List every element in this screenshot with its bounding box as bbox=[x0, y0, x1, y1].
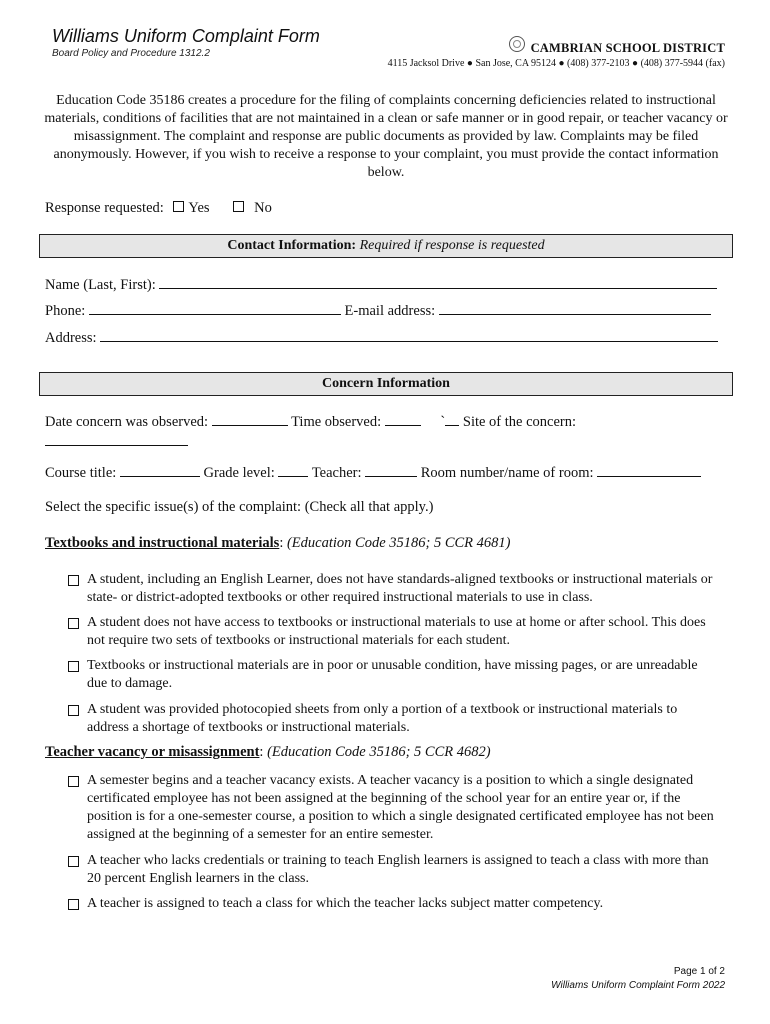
teacher-code: (Education Code 35186; 5 CCR 4682) bbox=[267, 744, 491, 760]
teacher-item-3-checkbox[interactable] bbox=[68, 899, 79, 910]
teacher-section-heading bbox=[45, 744, 491, 761]
textbooks-item-2-text: A student does not have access to textbooks or instructional materials to use at home or after school. This does not require two sets of textbooks or instructional materials for each student. bbox=[87, 615, 706, 648]
grade-field[interactable] bbox=[278, 464, 308, 477]
time-label: Time observed: bbox=[291, 414, 382, 430]
site-field[interactable] bbox=[45, 433, 188, 446]
phone-field[interactable] bbox=[89, 302, 341, 315]
page-number: Page 1 of 2 bbox=[673, 966, 725, 977]
textbooks-item-2 bbox=[68, 614, 718, 650]
email-field[interactable] bbox=[439, 302, 711, 315]
textbooks-item-3-checkbox[interactable] bbox=[68, 661, 79, 672]
textbooks-colon: : bbox=[279, 535, 284, 551]
district-seal-icon bbox=[509, 36, 525, 52]
textbooks-code: (Education Code 35186; 5 CCR 4681) bbox=[286, 535, 511, 551]
textbooks-item-4-text: A student was provided photocopied sheets from only a portion of a textbook or instructional materials to address a shortage of textbooks or instructional materials. bbox=[87, 702, 678, 735]
response-requested-row bbox=[45, 200, 272, 217]
textbooks-item-2-checkbox[interactable] bbox=[68, 618, 79, 629]
response-no-label: No bbox=[254, 200, 272, 216]
course-label: Course title: bbox=[45, 465, 117, 481]
textbooks-item-1-checkbox[interactable] bbox=[68, 575, 79, 586]
response-requested-label: Response requested: bbox=[45, 200, 164, 216]
textbooks-item-3-text: Textbooks or instructional materials are in poor or unusable condition, have missing pages, or are unreadable due to damage. bbox=[87, 658, 698, 691]
teacher-colon: : bbox=[259, 744, 264, 760]
address-field[interactable] bbox=[100, 329, 718, 342]
phone-email-row bbox=[45, 302, 711, 320]
footer-form-name: Williams Uniform Complaint Form 2022 bbox=[551, 980, 725, 991]
stray-tick-mark: ` bbox=[440, 414, 446, 430]
textbooks-item-1 bbox=[68, 571, 718, 607]
name-field[interactable] bbox=[159, 276, 717, 289]
teacher-heading: Teacher vacancy or misassignment bbox=[45, 744, 260, 760]
address-row bbox=[45, 329, 718, 347]
teacher-label: Teacher: bbox=[311, 465, 362, 481]
teacher-item-3-text: A teacher is assigned to teach a class for which the teacher lacks subject matter competency. bbox=[87, 896, 604, 911]
course-row bbox=[45, 464, 701, 482]
response-yes-checkbox[interactable] bbox=[173, 201, 184, 212]
teacher-item-2 bbox=[68, 852, 718, 888]
form-title: Williams Uniform Complaint Form bbox=[52, 26, 320, 46]
contact-information-header bbox=[39, 234, 733, 258]
teacher-item-2-text: A teacher who lacks credentials or training to teach English learners is assigned to teach a class with more than 20 percent English learners in the class. bbox=[87, 853, 709, 886]
response-no-checkbox[interactable] bbox=[233, 201, 244, 212]
district-name: CAMBRIAN SCHOOL DISTRICT bbox=[530, 40, 725, 55]
textbooks-heading: Textbooks and instructional materials bbox=[45, 535, 280, 551]
grade-label: Grade level: bbox=[203, 465, 275, 481]
district-address: 4115 Jacksol Drive ● San Jose, CA 95124 ● (408) 377-2103 ● (408) 377-5944 (fax) bbox=[387, 58, 725, 69]
textbooks-section-heading bbox=[45, 535, 511, 552]
textbooks-item-4 bbox=[68, 701, 718, 737]
course-field[interactable] bbox=[120, 464, 200, 477]
district-header bbox=[509, 40, 725, 56]
phone-label: Phone: bbox=[45, 303, 86, 319]
room-field[interactable] bbox=[597, 464, 701, 477]
name-label: Name (Last, First): bbox=[45, 277, 156, 293]
address-label: Address: bbox=[45, 330, 97, 346]
teacher-item-1 bbox=[68, 772, 718, 844]
site-prefix-blank[interactable] bbox=[445, 413, 459, 426]
time-field[interactable] bbox=[385, 413, 421, 426]
textbooks-item-1-text: A student, including an English Learner, does not have standards-aligned textbooks or instructional materials or state- or district-adopted textbooks or other required instructional materials to use in class. bbox=[87, 572, 713, 605]
teacher-item-1-checkbox[interactable] bbox=[68, 776, 79, 787]
select-issues-label: Select the specific issue(s) of the complaint: (Check all that apply.) bbox=[45, 499, 434, 515]
date-label: Date concern was observed: bbox=[45, 414, 209, 430]
teacher-item-3 bbox=[68, 895, 718, 913]
room-label: Room number/name of room: bbox=[420, 465, 594, 481]
response-yes-label: Yes bbox=[188, 200, 210, 216]
teacher-item-2-checkbox[interactable] bbox=[68, 856, 79, 867]
name-row bbox=[45, 276, 717, 294]
textbooks-item-3 bbox=[68, 657, 718, 693]
concern-information-header bbox=[39, 372, 733, 396]
concern-heading: Concern Information bbox=[322, 376, 450, 391]
teacher-field[interactable] bbox=[365, 464, 417, 477]
date-field[interactable] bbox=[212, 413, 288, 426]
form-subtitle: Board Policy and Procedure 1312.2 bbox=[52, 48, 210, 59]
teacher-item-1-text: A semester begins and a teacher vacancy exists. A teacher vacancy is a position to which a single designated certificated employee has not been assigned at the beginning of the school year for an entire year or, if the position is for a one-semester course, a position to which a single designated certificated employee has not been assigned at the beginning of a semester for an entire semester. bbox=[87, 773, 714, 842]
site-field-row bbox=[45, 433, 188, 451]
contact-heading-note: Required if response is requested bbox=[359, 238, 545, 253]
intro-paragraph: Education Code 35186 creates a procedure for the filing of complaints concerning deficiencies related to instructional materials, conditions of facilities that are not maintained in a clean or safe manner or in good repair, or teacher vacancy or misassignment. The complaint and response are public documents as provided by law. Complaints may be filed anonymously. However, if you wish to receive a response to your complaint, you must provide the contact information below. bbox=[44, 93, 728, 180]
date-time-site-row bbox=[45, 413, 576, 431]
contact-heading: Contact Information: bbox=[227, 238, 357, 253]
textbooks-item-4-checkbox[interactable] bbox=[68, 705, 79, 716]
email-label: E-mail address: bbox=[344, 303, 436, 319]
site-label: Site of the concern: bbox=[462, 414, 577, 430]
